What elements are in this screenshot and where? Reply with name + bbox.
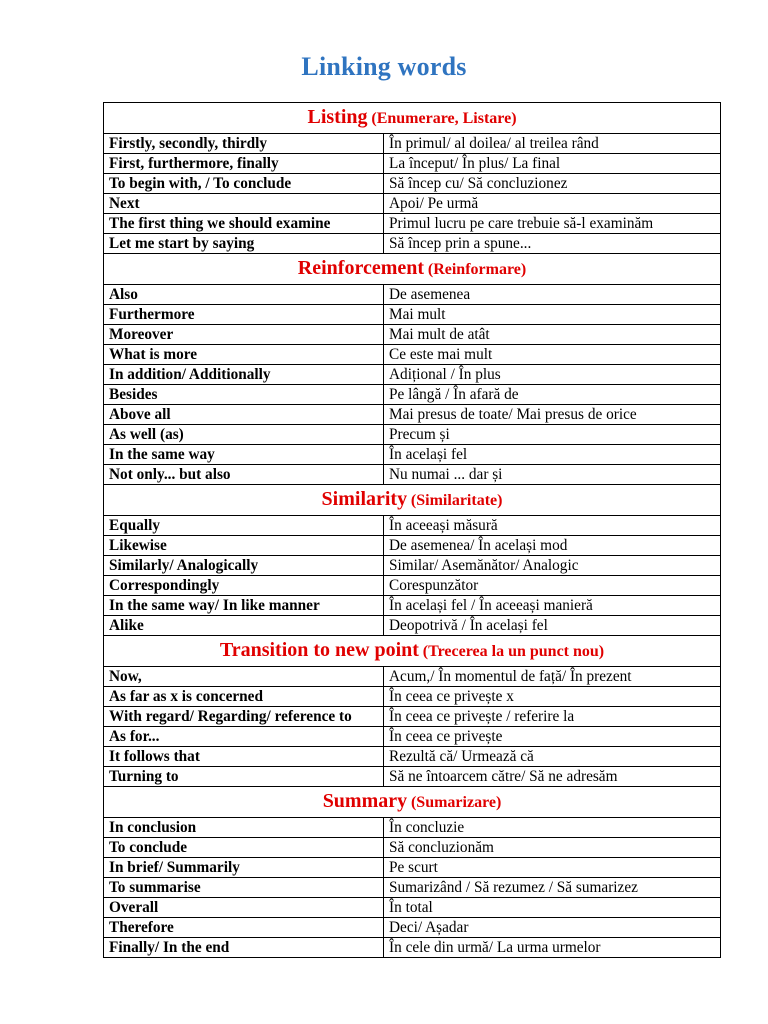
romanian-translation: Similar/ Asemănător/ Analogic bbox=[384, 556, 721, 576]
romanian-translation: Sumarizând / Să rezumez / Să sumarizez bbox=[384, 878, 721, 898]
english-phrase: Moreover bbox=[104, 325, 384, 345]
english-phrase: Besides bbox=[104, 385, 384, 405]
romanian-translation: În același fel bbox=[384, 445, 721, 465]
romanian-translation: În ceea ce privește x bbox=[384, 687, 721, 707]
english-phrase: As well (as) bbox=[104, 425, 384, 445]
romanian-translation: În același fel / În aceeași manieră bbox=[384, 596, 721, 616]
english-phrase: Let me start by saying bbox=[104, 234, 384, 254]
english-phrase: Next bbox=[104, 194, 384, 214]
table-row bbox=[104, 234, 721, 254]
table-row bbox=[104, 858, 721, 878]
english-phrase: Also bbox=[104, 285, 384, 305]
romanian-translation: Adițional / În plus bbox=[384, 365, 721, 385]
english-phrase: To conclude bbox=[104, 838, 384, 858]
english-phrase: Now, bbox=[104, 667, 384, 687]
section-title-romanian: (Reinformare) bbox=[427, 261, 527, 278]
table-row bbox=[104, 576, 721, 596]
english-phrase: In brief/ Summarily bbox=[104, 858, 384, 878]
english-phrase: Overall bbox=[104, 898, 384, 918]
english-phrase: As for... bbox=[104, 727, 384, 747]
romanian-translation: Rezultă că/ Urmează că bbox=[384, 747, 721, 767]
romanian-translation: În concluzie bbox=[384, 818, 721, 838]
english-phrase: In addition/ Additionally bbox=[104, 365, 384, 385]
section-title-romanian: (Enumerare, Listare) bbox=[371, 110, 517, 127]
romanian-translation: Pe lângă / În afară de bbox=[384, 385, 721, 405]
table-row bbox=[104, 727, 721, 747]
romanian-translation: Primul lucru pe care trebuie să-l examinăm bbox=[384, 214, 721, 234]
romanian-translation: Apoi/ Pe urmă bbox=[384, 194, 721, 214]
table-row bbox=[104, 516, 721, 536]
romanian-translation: În aceeași măsură bbox=[384, 516, 721, 536]
romanian-translation: În ceea ce privește bbox=[384, 727, 721, 747]
english-phrase: In the same way/ In like manner bbox=[104, 596, 384, 616]
table-row bbox=[104, 707, 721, 727]
table-row bbox=[104, 767, 721, 787]
section-title: Listing bbox=[307, 106, 368, 128]
english-phrase: Therefore bbox=[104, 918, 384, 938]
section-title: Reinforcement bbox=[297, 257, 425, 279]
romanian-translation: Pe scurt bbox=[384, 858, 721, 878]
table-row bbox=[104, 536, 721, 556]
english-phrase: Equally bbox=[104, 516, 384, 536]
romanian-translation: Precum și bbox=[384, 425, 721, 445]
romanian-translation: Mai mult de atât bbox=[384, 325, 721, 345]
table-row bbox=[104, 898, 721, 918]
romanian-translation: Ce este mai mult bbox=[384, 345, 721, 365]
table-body bbox=[104, 103, 721, 958]
romanian-translation: Corespunzător bbox=[384, 576, 721, 596]
table-row bbox=[104, 616, 721, 636]
section-heading-reinforcement bbox=[104, 254, 721, 285]
romanian-translation: Mai mult bbox=[384, 305, 721, 325]
table-row bbox=[104, 305, 721, 325]
table-row bbox=[104, 878, 721, 898]
romanian-translation: Deopotrivă / În același fel bbox=[384, 616, 721, 636]
table-row bbox=[104, 154, 721, 174]
table-row bbox=[104, 405, 721, 425]
romanian-translation: De asemenea bbox=[384, 285, 721, 305]
english-phrase: Above all bbox=[104, 405, 384, 425]
english-phrase: First, furthermore, finally bbox=[104, 154, 384, 174]
english-phrase: It follows that bbox=[104, 747, 384, 767]
table-row bbox=[104, 365, 721, 385]
table-row bbox=[104, 285, 721, 305]
romanian-translation: Să încep prin a spune... bbox=[384, 234, 721, 254]
section-title: Summary bbox=[322, 790, 408, 812]
english-phrase: Not only... but also bbox=[104, 465, 384, 485]
romanian-translation: Să ne întoarcem către/ Să ne adresăm bbox=[384, 767, 721, 787]
romanian-translation: De asemenea/ În același mod bbox=[384, 536, 721, 556]
romanian-translation: Să încep cu/ Să concluzionez bbox=[384, 174, 721, 194]
table-row bbox=[104, 325, 721, 345]
table-row bbox=[104, 818, 721, 838]
english-phrase: As far as x is concerned bbox=[104, 687, 384, 707]
english-phrase: What is more bbox=[104, 345, 384, 365]
section-heading-listing bbox=[104, 103, 721, 134]
english-phrase: With regard/ Regarding/ reference to bbox=[104, 707, 384, 727]
english-phrase: To summarise bbox=[104, 878, 384, 898]
english-phrase: Similarly/ Analogically bbox=[104, 556, 384, 576]
romanian-translation: Acum,/ În momentul de față/ În prezent bbox=[384, 667, 721, 687]
table-row bbox=[104, 918, 721, 938]
table-row bbox=[104, 667, 721, 687]
table-row bbox=[104, 838, 721, 858]
romanian-translation: Să concluzionăm bbox=[384, 838, 721, 858]
english-phrase: Finally/ In the end bbox=[104, 938, 384, 958]
table-row bbox=[104, 556, 721, 576]
page-title: Linking words bbox=[301, 52, 467, 81]
table-row bbox=[104, 687, 721, 707]
table-row bbox=[104, 345, 721, 365]
romanian-translation: La început/ În plus/ La final bbox=[384, 154, 721, 174]
section-title-romanian: (Sumarizare) bbox=[410, 794, 502, 811]
table-row bbox=[104, 938, 721, 958]
english-phrase: Furthermore bbox=[104, 305, 384, 325]
romanian-translation: Mai presus de toate/ Mai presus de orice bbox=[384, 405, 721, 425]
section-title: Similarity bbox=[321, 488, 408, 510]
table-row bbox=[104, 445, 721, 465]
english-phrase: The first thing we should examine bbox=[104, 214, 384, 234]
english-phrase: Correspondingly bbox=[104, 576, 384, 596]
table-row bbox=[104, 747, 721, 767]
english-phrase: In the same way bbox=[104, 445, 384, 465]
english-phrase: Alike bbox=[104, 616, 384, 636]
table-row bbox=[104, 134, 721, 154]
table-row bbox=[104, 596, 721, 616]
romanian-translation: Nu numai ... dar și bbox=[384, 465, 721, 485]
section-heading-similarity bbox=[104, 485, 721, 516]
table-row bbox=[104, 214, 721, 234]
section-heading-transition-to-new-point bbox=[104, 636, 721, 667]
romanian-translation: În cele din urmă/ La urma urmelor bbox=[384, 938, 721, 958]
romanian-translation: În primul/ al doilea/ al treilea rând bbox=[384, 134, 721, 154]
english-phrase: Turning to bbox=[104, 767, 384, 787]
romanian-translation: Deci/ Așadar bbox=[384, 918, 721, 938]
section-title-romanian: (Trecerea la un punct nou) bbox=[422, 643, 605, 660]
linking-words-table bbox=[103, 102, 721, 958]
section-heading-summary bbox=[104, 787, 721, 818]
table-row bbox=[104, 385, 721, 405]
english-phrase: Firstly, secondly, thirdly bbox=[104, 134, 384, 154]
table-row bbox=[104, 194, 721, 214]
table-row bbox=[104, 465, 721, 485]
romanian-translation: În ceea ce privește / referire la bbox=[384, 707, 721, 727]
english-phrase: In conclusion bbox=[104, 818, 384, 838]
section-title: Transition to new point bbox=[219, 639, 419, 661]
table-row bbox=[104, 425, 721, 445]
section-title-romanian: (Similaritate) bbox=[410, 492, 503, 509]
english-phrase: To begin with, / To conclude bbox=[104, 174, 384, 194]
romanian-translation: În total bbox=[384, 898, 721, 918]
english-phrase: Likewise bbox=[104, 536, 384, 556]
table-row bbox=[104, 174, 721, 194]
